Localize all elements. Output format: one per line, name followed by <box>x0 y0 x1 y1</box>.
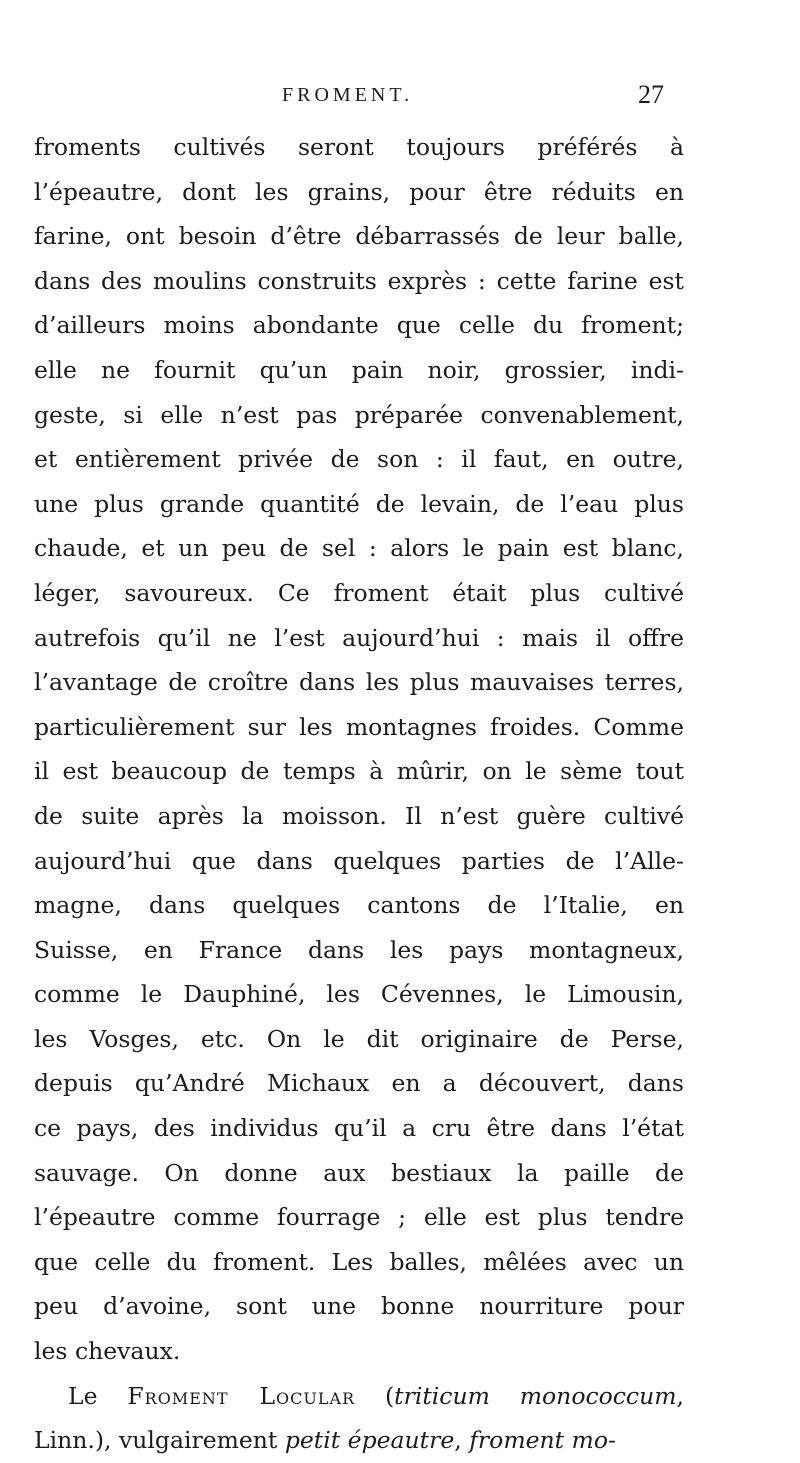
text-line: aujourd’hui que dans quelques parties de l’Alle- <box>34 846 684 875</box>
text-line: sauvage. On donne aux bestiaux la paille de <box>34 1158 684 1187</box>
text-line: les chevaux. <box>34 1337 181 1366</box>
text-line: ce pays, des individus qu’il a cru être dans l’état <box>34 1114 684 1143</box>
text-line: une plus grande quantité de levain, de l’eau plus <box>34 489 684 518</box>
running-title: FROMENT. <box>282 84 414 106</box>
text-line: dans des moulins construits exprès : cette farine est <box>34 266 684 295</box>
text-line: Suisse, en France dans les pays montagneux, <box>34 935 684 964</box>
text-line: il est beaucoup de temps à mûrir, on le sème tout <box>34 757 684 786</box>
text-line: depuis qu’André Michaux en a découvert, dans <box>34 1069 684 1098</box>
text-run: ( <box>355 1381 395 1410</box>
text-line: l’épeautre, dont les grains, pour être réduits en <box>34 177 684 206</box>
page-number: 27 <box>638 80 664 109</box>
text-run: Linn.), vulgairement <box>34 1426 285 1455</box>
paragraph-first-line <box>34 1374 684 1419</box>
text-line: autrefois qu’il ne l’est aujourd’hui : mais il offre <box>34 623 684 652</box>
text-line: farine, ont besoin d’être débarrassés de leur balle, <box>34 222 684 251</box>
text-line: chaude, et un peu de sel : alors le pain est blanc, <box>34 534 684 563</box>
text-line: froments cultivés seront toujours préférés à <box>34 133 684 161</box>
text-line: elle ne fournit qu’un pain noir, grossier, indi- <box>34 355 684 384</box>
common-name: petit épeautre <box>284 1426 455 1455</box>
text-line: geste, si elle n’est pas préparée convenablement, <box>34 400 684 429</box>
text-run: , <box>454 1426 470 1455</box>
text-line: peu d’avoine, sont une bonne nourriture pour <box>34 1292 684 1321</box>
text-line: comme le Dauphiné, les Cévennes, le Limousin, <box>34 980 684 1009</box>
species-name-smallcaps: Froment Locular <box>127 1381 356 1410</box>
text-run: , <box>676 1381 684 1410</box>
text-line: de suite après la moisson. Il n’est guère cultivé <box>34 801 684 830</box>
text-line: les Vosges, etc. On le dit originaire de Perse, <box>34 1024 684 1053</box>
text-line: l’avantage de croître dans les plus mauvaises terres, <box>34 668 684 697</box>
text-run: Le <box>68 1381 128 1410</box>
text-line: léger, savoureux. Ce froment était plus cultivé <box>34 578 684 607</box>
text-line: l’épeautre comme fourrage ; elle est plus tendre <box>34 1203 684 1232</box>
body-text <box>34 125 684 1463</box>
text-line <box>34 1418 684 1463</box>
common-name: froment mo- <box>469 1426 616 1455</box>
text-line: magne, dans quelques cantons de l’Italie, en <box>34 891 684 920</box>
text-line: particulièrement sur les montagnes froides. Comme <box>34 712 684 741</box>
text-line: que celle du froment. Les balles, mêlées avec un <box>34 1247 684 1276</box>
running-head <box>0 80 800 114</box>
text-line: et entièrement privée de son : il faut, en outre, <box>34 445 684 474</box>
latin-name: triticum monococcum <box>394 1381 677 1410</box>
text-line: d’ailleurs moins abondante que celle du froment; <box>34 311 684 340</box>
